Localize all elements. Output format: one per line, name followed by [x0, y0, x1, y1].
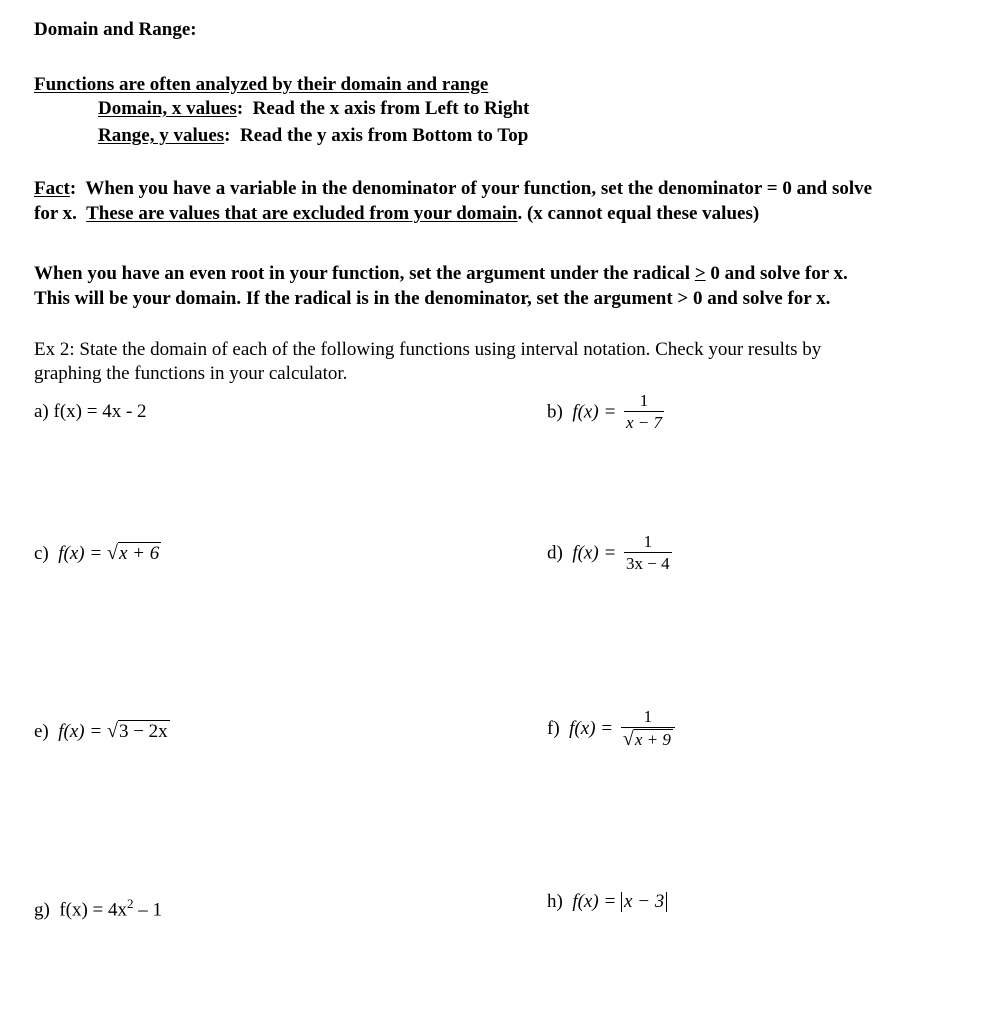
range-label: Range, y values — [98, 125, 225, 146]
problem-f-fraction — [621, 707, 675, 751]
problem-d — [547, 532, 672, 575]
problem-a — [34, 400, 147, 424]
problem-b-lhs: f(x) = — [572, 401, 617, 423]
fact-text-2b: . (x cannot equal these values) — [517, 203, 760, 224]
problem-d-denominator: 3x − 4 — [626, 554, 670, 573]
problem-h-absolute-value: x − 3 — [621, 892, 667, 912]
problem-e-radical — [107, 720, 170, 743]
problem-f-denominator — [621, 727, 675, 751]
problem-f-lhs: f(x) = — [569, 718, 614, 739]
problem-e-lhs: f(x) = — [58, 721, 103, 742]
problem-b-numerator: 1 — [639, 391, 649, 410]
root-rule-line-1 — [34, 262, 848, 286]
problem-g-exponent: 2 — [127, 896, 134, 911]
problem-f — [547, 707, 675, 751]
problem-c-radical — [107, 542, 161, 565]
problem-c — [34, 542, 161, 565]
fact-line-2 — [34, 202, 759, 226]
radical-icon: √ — [106, 542, 118, 564]
problem-b — [547, 391, 664, 434]
example-line-2: graphing the functions in your calculator. — [34, 363, 348, 384]
problem-f-label: f) — [547, 718, 560, 739]
fact-label: Fact — [34, 178, 70, 199]
root-rule-line-2: This will be your domain. If the radical is in the denominator, set the argument > 0 and solve for x. — [34, 288, 831, 309]
problem-a-expr: f(x) = 4x - 2 — [53, 401, 147, 422]
fact-text-1: When you have a variable in the denominator of your function, set the denominator = 0 and solve — [85, 178, 873, 199]
problem-e — [34, 720, 170, 743]
problem-c-label: c) — [34, 543, 49, 564]
problem-h-label: h) — [547, 891, 563, 912]
problem-d-numerator: 1 — [643, 532, 653, 551]
example-line-1: Ex 2: State the domain of each of the following functions using interval notation. Check your results by — [34, 339, 822, 360]
fact-line-1: Fact: When you have a variable in the denominator of your function, set the denominator = 0 and solve — [34, 178, 873, 199]
problem-h-lhs: f(x) = — [572, 891, 617, 912]
problem-g-expr-b: – 1 — [133, 899, 163, 921]
domain-definition: Domain, x values: Read the x axis from Left to Right — [98, 98, 530, 119]
problem-b-label: b) — [547, 401, 563, 423]
radical-icon: √ — [106, 720, 118, 742]
problem-b-denominator: x − 7 — [626, 413, 663, 432]
fact-text-2a: for x. — [34, 203, 77, 224]
problem-f-numerator: 1 — [643, 707, 653, 726]
problem-d-lhs: f(x) = — [572, 542, 617, 564]
radical-icon: √ — [622, 728, 634, 750]
fact-excluded-text: These are values that are excluded from your domain — [86, 203, 518, 224]
problem-a-label: a) — [34, 401, 49, 422]
problem-g-expr-a: f(x) = 4x — [59, 899, 128, 921]
domain-text: Read the x axis from Left to Right — [252, 98, 530, 119]
greater-equal-symbol: > — [694, 263, 706, 284]
problem-g — [34, 892, 162, 922]
problem-b-fraction — [624, 391, 664, 434]
problem-h — [547, 891, 667, 913]
range-text: Read the y axis from Bottom to Top — [239, 125, 529, 146]
problem-c-lhs: f(x) = — [58, 543, 103, 564]
problem-d-label: d) — [547, 542, 563, 564]
intro-heading: Functions are often analyzed by their domain and range — [34, 74, 489, 95]
problem-e-argument: 3 − 2x — [118, 721, 168, 742]
problem-f-argument: x + 9 — [634, 730, 671, 749]
root-rule-text-1a: When you have an even root in your function, set the argument under the radical — [34, 263, 691, 284]
problem-c-argument: x + 6 — [118, 543, 160, 564]
page-title: Domain and Range: — [34, 19, 197, 40]
problem-d-fraction — [624, 532, 672, 575]
root-rule-text-1b: 0 and solve for x. — [710, 263, 848, 284]
domain-label: Domain, x values — [98, 98, 237, 119]
range-definition: Range, y values: Read the y axis from Bottom to Top — [98, 125, 529, 146]
problem-e-label: e) — [34, 721, 49, 742]
problem-g-label: g) — [34, 899, 50, 921]
